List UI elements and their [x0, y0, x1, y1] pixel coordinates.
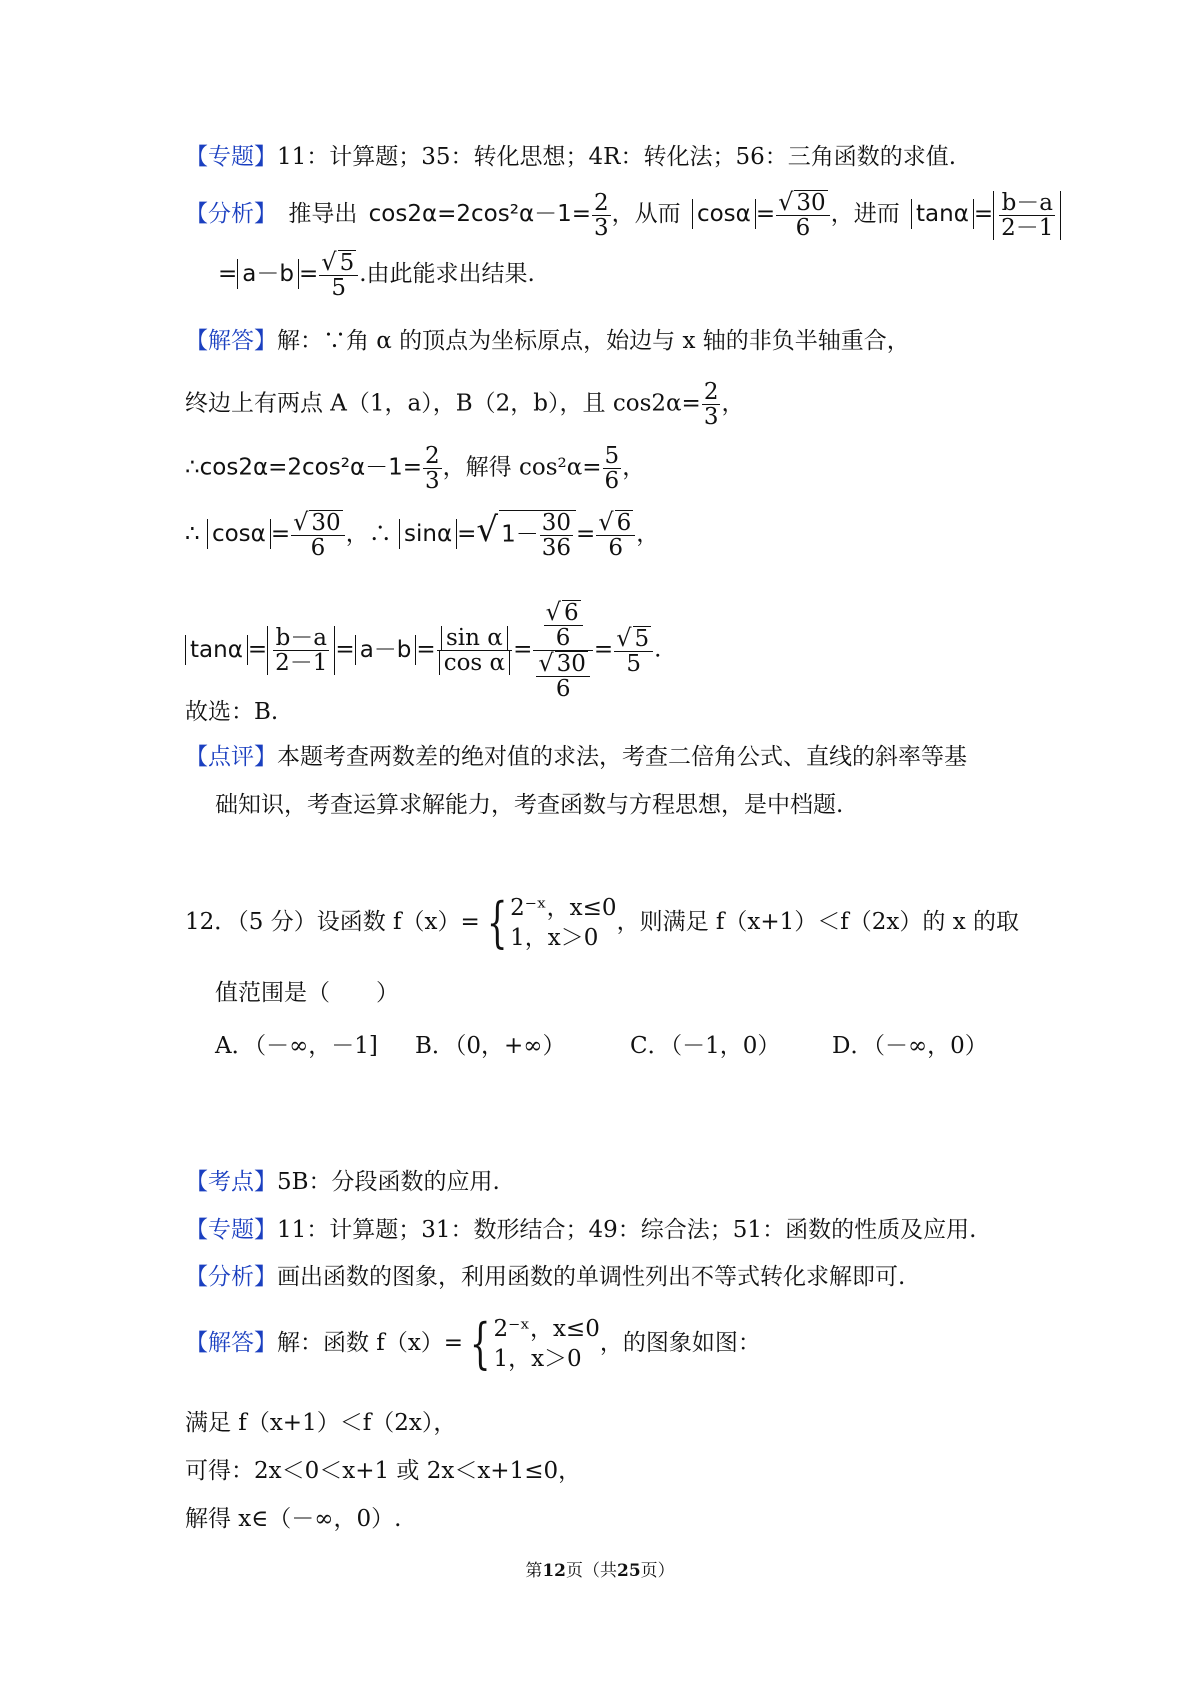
frac-den: 6 — [555, 676, 571, 702]
frac-num: b－a — [273, 626, 329, 651]
option-c[interactable] — [630, 1027, 780, 1060]
radicand: 30 — [311, 510, 341, 536]
frac-num: 2 — [594, 189, 609, 216]
option-a[interactable] — [215, 1027, 378, 1060]
case-1: 2⁻ˣ，x≤0 — [510, 895, 617, 921]
abs-a-minus-b: a－b — [237, 259, 299, 289]
period: . — [654, 636, 662, 663]
fraction-bma — [999, 191, 1055, 240]
radicand: 6 — [616, 510, 632, 536]
equals: = — [247, 636, 268, 663]
sqrt-icon: √ — [778, 188, 794, 216]
equals: = — [218, 261, 238, 287]
equals: = — [416, 636, 436, 663]
frac-den: 3 — [425, 468, 440, 494]
footer-text: 页） — [640, 1561, 675, 1581]
abs-cos: cosα — [692, 199, 756, 229]
fenxi-text: ，进而 — [830, 201, 900, 227]
jieda-formula: ∴cos2α=2cos²α－1= — [185, 454, 423, 481]
frac-num: 2 — [703, 379, 719, 405]
jieda-text: 可得：2x＜0＜x+1 或 2x＜x+1≤0， — [185, 1458, 582, 1484]
jieda-text: 满足 f（x+1）＜f（2x）， — [185, 1410, 457, 1436]
frac-den: 6 — [795, 215, 811, 241]
kaodian-text: 5B：分段函数的应用. — [277, 1169, 500, 1195]
guxuan-line — [185, 697, 278, 727]
jieda-tag: 【解答】 — [185, 328, 277, 354]
zhuanti-text: 11：计算题；31：数形结合；49：综合法；51：函数的性质及应用. — [277, 1217, 977, 1243]
jieda-line-7 — [185, 1408, 456, 1438]
fraction-sqrt5-5 — [319, 250, 358, 300]
case-1: 2⁻ˣ，x≤0 — [493, 1316, 600, 1342]
sqrt-icon: √ — [321, 248, 337, 276]
abs-a-minus-b: a－b — [355, 635, 417, 665]
piecewise-cases — [493, 1314, 599, 1374]
option-c-label: C．（－1，0） — [630, 1033, 781, 1059]
footer-text: 页（共 — [566, 1561, 617, 1581]
fenxi-text: ，从而 — [611, 201, 681, 227]
frac-den: 6 — [555, 625, 571, 651]
sqrt-icon: √ — [293, 508, 309, 536]
case-2: 1，x＞0 — [510, 925, 599, 951]
jieda-text: ，的图象如图： — [599, 1330, 761, 1356]
question-stem: ，则满足 f（x+1）＜f（2x）的 x 的取 — [616, 909, 1019, 935]
frac-den: 2－1 — [1001, 214, 1054, 241]
fraction-2-3 — [702, 380, 721, 429]
equals: = — [298, 261, 319, 287]
therefore: ，∴ — [345, 521, 392, 547]
jieda-line-6 — [185, 1313, 761, 1374]
fenxi-text: 推导出 — [288, 201, 358, 227]
equals: = — [335, 636, 355, 663]
frac-den: 3 — [594, 214, 609, 241]
jieda-line-5 — [185, 600, 661, 701]
case-2: 1，x＞0 — [493, 1346, 582, 1372]
radicand: 30 — [556, 651, 586, 677]
frac-den: 6 — [604, 468, 620, 494]
question-stem: 值范围是（ ） — [215, 980, 399, 1006]
option-b[interactable] — [415, 1027, 565, 1060]
zhuanti-line-2 — [185, 1215, 976, 1245]
question-stem: （5 分）设函数 f（x）= — [237, 909, 480, 935]
abs-sin: sinα — [399, 519, 457, 549]
jieda-text: 终边上有两点 A（1，a），B（2，b），且 cos2α= — [185, 390, 701, 417]
footer-text: 第 — [525, 1561, 543, 1581]
jieda-tag: 【解答】 — [185, 1330, 277, 1356]
page-total: 25 — [617, 1561, 641, 1581]
page-footer — [0, 1556, 1200, 1581]
jieda-line-2: 终边上有两点 A（1，a），B（2，b），且 cos2α= $\frac{2}{3}$ ， — [185, 379, 745, 430]
equals: = — [270, 521, 291, 547]
compound-fraction — [533, 600, 593, 701]
abs-tan: tanα — [911, 199, 974, 229]
fenxi-formula: cos2α=2cos²α－1= — [368, 201, 592, 227]
frac-num: 30 — [541, 510, 571, 536]
frac-den: 36 — [541, 535, 571, 561]
equals: = — [457, 521, 477, 547]
abs-cos: cos α — [439, 651, 510, 675]
kaodian-tag: 【考点】 — [185, 1169, 277, 1195]
radicand: 30 — [796, 190, 826, 216]
fraction-sqrt30-6 — [291, 510, 345, 560]
frac-num: b－a — [999, 191, 1055, 216]
fenxi-text: .由此能求出结果. — [359, 261, 535, 287]
dianping-line-1 — [185, 742, 967, 772]
option-b-label: B．（0，+∞） — [415, 1033, 566, 1059]
frac-num: 5 — [604, 443, 620, 469]
zhuanti-tag: 【专题】 — [185, 1217, 277, 1243]
jieda-line-3: ∴cos2α=2cos²α－1= $\frac{2}{3}$ ，解得 cos²α= $\frac{5}{6}$ ， — [185, 443, 646, 494]
fraction-sqrt30-6 — [536, 651, 590, 701]
option-d-label: D．（－∞，0） — [832, 1033, 988, 1059]
kaodian-line — [185, 1167, 500, 1197]
fenxi-text: 画出函数的图象，利用函数的单调性列出不等式转化求解即可. — [277, 1264, 906, 1290]
zhuanti-tag: 【专题】 — [185, 144, 277, 170]
radicand: 6 — [563, 600, 579, 626]
abs-cos: cosα — [207, 519, 271, 549]
fenxi-tag: 【分析】 — [185, 201, 277, 227]
q12-line-1 — [185, 892, 1019, 953]
jieda-line-4: ∴ cosα = $\frac{√ 30}{6}$ ，∴ sinα =√ 1－ $\frac{30}{36}$ = $\frac{√ 6}{6}$ ， — [185, 508, 660, 561]
fraction-sqrt5-5 — [614, 623, 653, 677]
fraction-sqrt6-6 — [596, 510, 635, 560]
frac-den: 6 — [310, 535, 326, 561]
left-brace-icon: { — [469, 1312, 491, 1375]
dianping-text: 本题考查两数差的绝对值的求法，考查二倍角公式、直线的斜率等基 — [277, 744, 967, 770]
fenxi-line-2 — [218, 250, 535, 300]
piecewise-cases — [510, 893, 616, 953]
sqrt-icon: √ — [598, 508, 614, 536]
question-number: 12． — [185, 909, 238, 935]
fraction-2-3 — [423, 444, 442, 493]
equals: = — [755, 201, 776, 227]
jieda-line-1 — [185, 326, 910, 356]
sqrt-icon: √ — [538, 649, 554, 677]
answer-choice: 故选：B. — [185, 699, 279, 725]
frac-den: 5 — [626, 650, 641, 677]
frac-den: 3 — [703, 404, 719, 430]
sqrt-icon: √ — [616, 623, 632, 652]
zhuanti-text: 11：计算题；35：转化思想；4R：转化法；56：三角函数的求值. — [277, 144, 957, 170]
jieda-text: ，解得 cos²α= — [442, 454, 602, 481]
dianping-text: 础知识，考查运算求解能力，考查函数与方程思想，是中档题. — [215, 792, 844, 818]
frac-num: 2 — [425, 443, 440, 469]
fraction-sqrt6-6 — [544, 600, 583, 650]
frac-den: 6 — [608, 535, 624, 561]
fraction-sin-cos — [437, 626, 512, 675]
jieda-text: 解：∵角 α 的顶点为坐标原点，始边与 x 轴的非负半轴重合， — [277, 328, 910, 354]
frac-den: 2－1 — [275, 650, 328, 676]
therefore: ∴ — [185, 521, 200, 547]
abs-sin: sin α — [441, 626, 508, 650]
frac-den: 5 — [331, 275, 347, 301]
jieda-text: 解得 x∈（－∞，0）. — [185, 1506, 402, 1532]
fenxi-tag: 【分析】 — [185, 1264, 277, 1290]
q12-line-2 — [215, 978, 399, 1008]
one-minus: 1－ — [501, 521, 539, 548]
radicand: 5 — [634, 625, 650, 652]
zhuanti-line-1 — [185, 142, 956, 172]
option-a-label: A．（－∞，－1] — [215, 1033, 378, 1059]
fenxi-line-1 — [185, 190, 1061, 240]
jieda-text: 解：函数 f（x）= — [277, 1330, 464, 1356]
fraction-2-3 — [592, 191, 611, 240]
left-brace-icon: { — [486, 891, 508, 954]
radicand: 5 — [339, 250, 355, 276]
equals: = — [576, 521, 596, 547]
equals: = — [593, 636, 614, 663]
fraction-bma — [273, 626, 329, 675]
option-d[interactable] — [832, 1027, 988, 1060]
fraction-30-36 — [540, 511, 573, 560]
equals: = — [513, 636, 533, 663]
fenxi-line-3 — [185, 1262, 905, 1292]
dianping-line-2 — [215, 790, 843, 820]
fraction-5-6 — [603, 444, 622, 493]
radicand-expr — [499, 510, 576, 560]
fraction-sqrt30-6 — [776, 190, 830, 240]
dianping-tag: 【点评】 — [185, 744, 277, 770]
jieda-line-8 — [185, 1456, 581, 1486]
jieda-line-9 — [185, 1504, 401, 1534]
sqrt-icon: √ — [476, 510, 499, 550]
page-number: 12 — [542, 1561, 566, 1581]
sqrt-icon: √ — [545, 598, 561, 626]
abs-tan: tanα — [185, 635, 248, 665]
equals: = — [973, 201, 994, 227]
